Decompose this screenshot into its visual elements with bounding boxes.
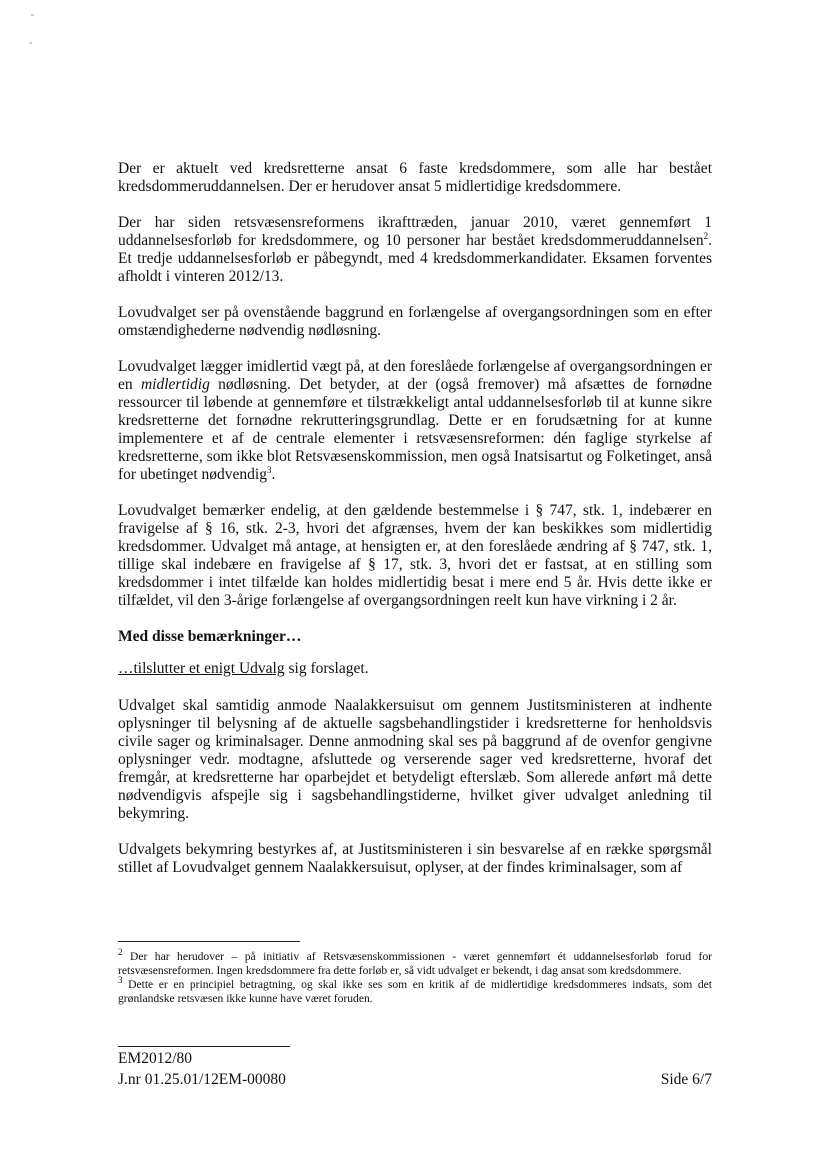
conclusion-underlined: …tilslutter et enigt Udvalg (118, 660, 285, 677)
section-heading: Med disse bemærkninger… (118, 628, 302, 645)
paragraph-request: Udvalget skal samtidig anmode Naalakkersuisut om gennem Justitsministeren at indhente oplysninger til belysning af de aktuelle sagsbehandlingstider i kredsretterne for henholdsvis civile sager og kriminalsager. Denne anmodning skal ses på baggrund af de ovenfor gengivne oplysninger vedr. modtagne, afsluttede og verserende sager ved kredsretterne, hvoraf det fremgår, at kredsretterne har oparbejdet et betydeligt efterslæb. Som allerede anført må dette nødvendigvis afspejle sig i sagsbehandlingstiderne, hvilket giver udvalget anledning til bekymring. (118, 697, 712, 822)
paragraph-text: Lovudvalget lægger imidlertid vægt på, at den foreslåede forlængelse af overgangsordningen er en (118, 358, 712, 393)
paragraph-text: . Et tredje uddannelsesforløb er påbegyndt, med 4 kredsdommerkandidater. Eksamen forventes afholdt i vinteren 2012/13. (118, 232, 712, 285)
paragraph-text: sig forslaget. (284, 660, 369, 677)
footnote-divider (118, 941, 300, 942)
footnote-3 (118, 975, 712, 1006)
footnotes (118, 947, 712, 1006)
footnote-number: 2 (118, 947, 123, 958)
journal-number: J.nr 01.25.01/12EM-00080 (118, 1071, 286, 1088)
footnote-text: Dette er en principiel betragtning, og skal ikke ses som en kritik af de midlertidige kredsdommeres indsats, som det grønlandske retsvæsen ikke kunne have været foruden. (118, 978, 712, 1005)
footnote-text: Der har herudover – på initiativ af Retsvæsenskommissionen - været gennemført ét uddannelsesforløb forud for retsvæsensreformen. Ingen kredsdommere fra dette forløb er, så vidt udvalget er bekendt, i dag ansat som kredsdommere. (118, 950, 712, 977)
emphasis-temporary: midlertidig (140, 376, 210, 393)
paragraph-section-747: Lovudvalget bemærker endelig, at den gældende bestemmelse i § 747, stk. 1, indebærer en fravigelse af § 16, stk. 2-3, hvori det afgrænses, hvem der kan beskikkes som midlertidig kredsdommer. Udvalget må antage, at hensigten er, at den foreslåede ændring af § 747, stk. 1, tillige skal indebære en fravigelse af § 17, stk. 3, hvori det er fastsat, at en stilling som kredsdommer i intet tilfælde kan holdes midlertidig besat i mere end 5 år. Hvis dette ikke er tilfældet, vil den 3-årige forlængelse af overgangsordningen reelt kun have virkning i 2 år. (118, 502, 712, 609)
paragraph-necessary-solution: Lovudvalget ser på ovenstående baggrund en forlængelse af overgangsordningen som en efter omstændighederne nødvendig nødløsning. (118, 304, 712, 339)
footer-divider (118, 1046, 290, 1047)
paragraph-education-courses (118, 214, 712, 286)
paragraph-conclusion (118, 660, 712, 678)
page-footer (118, 1048, 712, 1090)
footnote-2 (118, 947, 712, 978)
paragraph-judges-count: Der er aktuelt ved kredsretterne ansat 6 faste kredsdommere, som alle har bestået kredsdommeruddannelsen. Der er herudover ansat 5 midlertidige kredsdommere. (118, 160, 712, 195)
document-body (118, 160, 712, 895)
footnote-ref-2[interactable]: 2 (703, 230, 709, 241)
paragraph-text: nødløsning. Det betyder, at der (også fremover) må afsættes de fornødne ressourcer til løbende at gennemføre et tilstrækkeligt antal uddannelsesforløb til at kunne sikre kredsretterne det fornødne rekrutteringsgrundlag. Dette er en forudsætning for at kunne implementere et af de centrale elementer i retsvæsensreformen: dén faglige styrkelse af kredsretterne, som ikke blot Retsvæsenskommission, men også Inatsisartut og Folketinget, anså for ubetinget nødvendig (118, 376, 712, 483)
scan-speck (31, 14, 34, 16)
case-id: EM2012/80 (118, 1050, 193, 1067)
scan-speck (29, 42, 32, 44)
paragraph-temporary-solution (118, 358, 712, 484)
paragraph-text: . (271, 466, 276, 483)
paragraph-concern: Udvalgets bekymring bestyrkes af, at Justitsministeren i sin besvarelse af en række spørgsmål stillet af Lovudvalget gennem Naalakkersuisut, oplyser, at der findes kriminalsager, som af (118, 841, 712, 876)
footnote-number: 3 (118, 975, 123, 986)
paragraph-text: Der har siden retsvæsensreformens ikrafttræden, januar 2010, været gennemført 1 uddannelsesforløb for kredsdommere, og 10 personer har bestået kredsdommeruddannelsen (118, 214, 712, 249)
page-number: Side 6/7 (660, 1071, 712, 1088)
footnote-ref-3[interactable]: 3 (266, 464, 272, 475)
